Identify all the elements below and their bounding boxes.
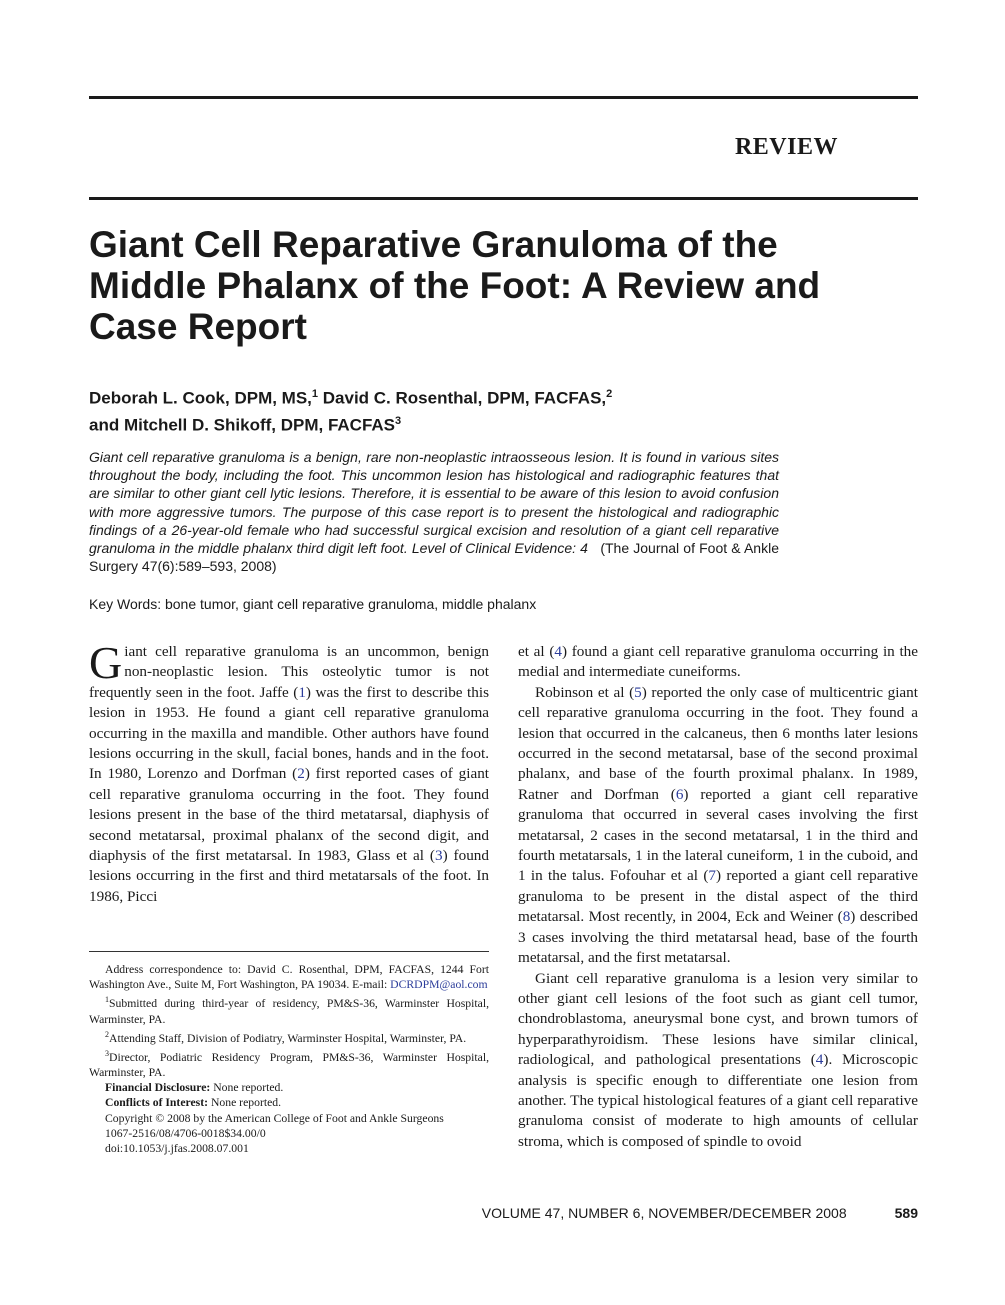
reference-link-8[interactable]: 8 — [842, 908, 851, 926]
body-column-right — [518, 642, 918, 1152]
disclosure-text: None reported. — [210, 1081, 284, 1095]
body-text: et al ( — [518, 643, 555, 660]
footnote-marker: 3 — [105, 1048, 109, 1058]
header-bottom-rule — [89, 197, 918, 200]
footnote-address — [89, 962, 489, 992]
header-top-rule — [89, 96, 918, 99]
keywords: Key Words: bone tumor, giant cell reparative granuloma, middle phalanx — [89, 596, 537, 612]
disclosure-label: Financial Disclosure: — [105, 1081, 211, 1095]
reference-link-4b[interactable]: 4 — [815, 1051, 824, 1069]
conflicts-label: Conflicts of Interest: — [105, 1096, 209, 1110]
journal-citation: (The Journal of Foot & Ankle Surgery 47(6):589–593, 2008) — [89, 540, 779, 575]
reference-link-1[interactable]: 1 — [298, 683, 306, 701]
author-3-affil: 3 — [395, 414, 402, 427]
conflicts-text: None reported. — [208, 1096, 282, 1110]
author-1-affil: 1 — [311, 388, 319, 400]
footnote-3 — [89, 1046, 489, 1080]
article-title: Giant Cell Reparative Granuloma of the Middle Phalanx of the Foot: A Review and Case Report — [89, 224, 821, 347]
body-text: iant cell reparative granuloma is an uncommon, benign non-neoplastic lesion. This osteolytic tumor is not frequently seen in the foot. Jaffe ( — [89, 643, 489, 701]
footnote-1 — [89, 992, 489, 1026]
body-text: ) found a giant cell reparative granuloma occurring in the medial and intermediate cuneiforms. — [518, 643, 919, 681]
reference-link-3[interactable]: 3 — [434, 847, 443, 865]
footnotes — [89, 962, 489, 1156]
footnote-2 — [89, 1027, 489, 1046]
author-list — [89, 383, 889, 436]
body-text: ) was the first to describe this lesion in 1953. He found a giant cell reparative granuloma occurring in the maxilla and mandible. Other authors have found lesions occurring in the skull, facial bones, hands and in the foot. In 1980, Lorenzo and Dorfman ( — [89, 683, 489, 783]
drop-cap: G — [89, 637, 123, 688]
author-2-affil: 2 — [606, 388, 613, 400]
reference-link-5[interactable]: 5 — [634, 683, 642, 701]
section-label: REVIEW — [734, 134, 838, 160]
body-text: Giant cell reparative granuloma is a lesion very similar to other giant cell lesions of the foot such as giant cell tumor, chondroblastoma, aneurysmal bone cyst, and brown tumors of hyperparathyroidism. These lesions have similar clinical, radiological, and pathological presentations ( — [518, 969, 918, 1069]
body-text: ) first reported cases of giant cell reparative granuloma occurring in the foot. They found lesions present in the base of the third metatarsal, diaphysis of second metatarsal, proximal phalanx of the second digit, and diaphysis of the first metatarsal. In 1983, Glass et al ( — [89, 765, 490, 865]
body-text: ) reported a giant cell reparative granuloma that occurred in several cases involving the first metatarsal, 2 cases in the second metatarsal, 1 in the third and fourth metatarsals, 1 in the lateral cuneiform, 1 in the cuboid, and 1 in the talus. Fofouhar et al ( — [518, 785, 919, 885]
footnote-text: Director, Podiatric Residency Program, PM&S-36, Warminster Hospital, Warminster, PA. — [89, 1050, 489, 1079]
footnote-rule — [89, 951, 489, 952]
reference-link-4[interactable]: 4 — [554, 643, 562, 660]
copyright: Copyright © 2008 by the American College of Foot and Ankle Surgeons — [105, 1111, 444, 1125]
doi: doi:10.1053/j.jfas.2008.07.001 — [105, 1141, 249, 1155]
abstract-text: Giant cell reparative granuloma is a benign, rare non-neoplastic intraosseous lesion. It is found in various sites throughout the body, including the foot. This uncommon lesion has histological and radiographic features that are similar to other giant cell lytic lesions. Therefore, it is essential to be aware of this lesion to avoid confusion with more aggressive tumors. The purpose of this case report is to present the histological and radiographic findings of a 26-year-old female who had successful surgical excision and resolution of a giant cell reparative granuloma in the middle phalanx third digit left foot. Level of Clinical Evidence: 4 — [89, 449, 779, 557]
body-column-left — [89, 637, 490, 907]
body-text: Robinson et al ( — [535, 683, 635, 701]
issue-info: VOLUME 47, NUMBER 6, NOVEMBER/DECEMBER 2008 — [481, 1205, 847, 1221]
page-footer — [482, 1205, 918, 1221]
footnote-text: Address correspondence to: David C. Rosenthal, DPM, FACFAS, 1244 Fort Washington Ave., Suite M, Fort Washington, PA 19034. E-mail: — [89, 963, 489, 992]
body-text: ) reported the only case of multicentric giant cell reparative granuloma occurring in the foot. They found a lesion that occurred in the calcaneus, then 6 months later lesions occurred in the second metatarsal, base of the second proximal phalanx, and base of the fourth proximal phalanx. In 1989, Ratner and Dorfman ( — [518, 683, 918, 803]
body-paragraph — [518, 683, 918, 969]
body-text: ) described 3 cases involving the third metatarsal head, base of the fourth metatarsal, and the first metatarsal. — [518, 908, 918, 967]
body-paragraph — [518, 642, 918, 683]
reference-link-2[interactable]: 2 — [297, 765, 305, 783]
abstract — [89, 448, 779, 575]
footnote-marker: 2 — [105, 1029, 109, 1039]
author-1: Deborah L. Cook, DPM, MS, — [89, 388, 312, 408]
issn: 1067-2516/08/4706-0018$34.00/0 — [105, 1126, 266, 1140]
reference-link-7[interactable]: 7 — [708, 867, 716, 885]
page-number: 589 — [894, 1205, 918, 1221]
body-text: ). Microscopic analysis is specific enough to differentiate one lesion from another. The typical histological features of a giant cell reparative granuloma consist of moderate to high amounts of cellular stroma, which is composed of spindle to ovoid — [518, 1051, 918, 1150]
body-text: ) reported a giant cell reparative granuloma to be present in the distal aspect of the third metatarsal. Most recently, in 2004, Eck and Weiner ( — [518, 867, 919, 926]
financial-disclosure — [89, 1080, 489, 1095]
body-paragraph — [518, 969, 918, 1153]
reference-link-6[interactable]: 6 — [675, 785, 684, 803]
footnote-text: Submitted during third-year of residency, PM&S-36, Warminster Hospital, Warminster, PA. — [89, 997, 489, 1026]
footnote-text: Attending Staff, Division of Podiatry, Warminster Hospital, Warminster, PA. — [109, 1031, 467, 1045]
body-paragraph — [89, 637, 490, 907]
conflicts-of-interest — [89, 1095, 489, 1110]
author-2: David C. Rosenthal, DPM, FACFAS, — [322, 388, 607, 408]
footnote-marker: 1 — [105, 995, 109, 1005]
body-text: ) found lesions occurring in the first and third metatarsals of the foot. In 1986, Picci — [89, 847, 489, 905]
email-link[interactable]: DCRDPM@aol.com — [390, 978, 488, 992]
author-3: and Mitchell D. Shikoff, DPM, FACFAS — [89, 415, 396, 435]
